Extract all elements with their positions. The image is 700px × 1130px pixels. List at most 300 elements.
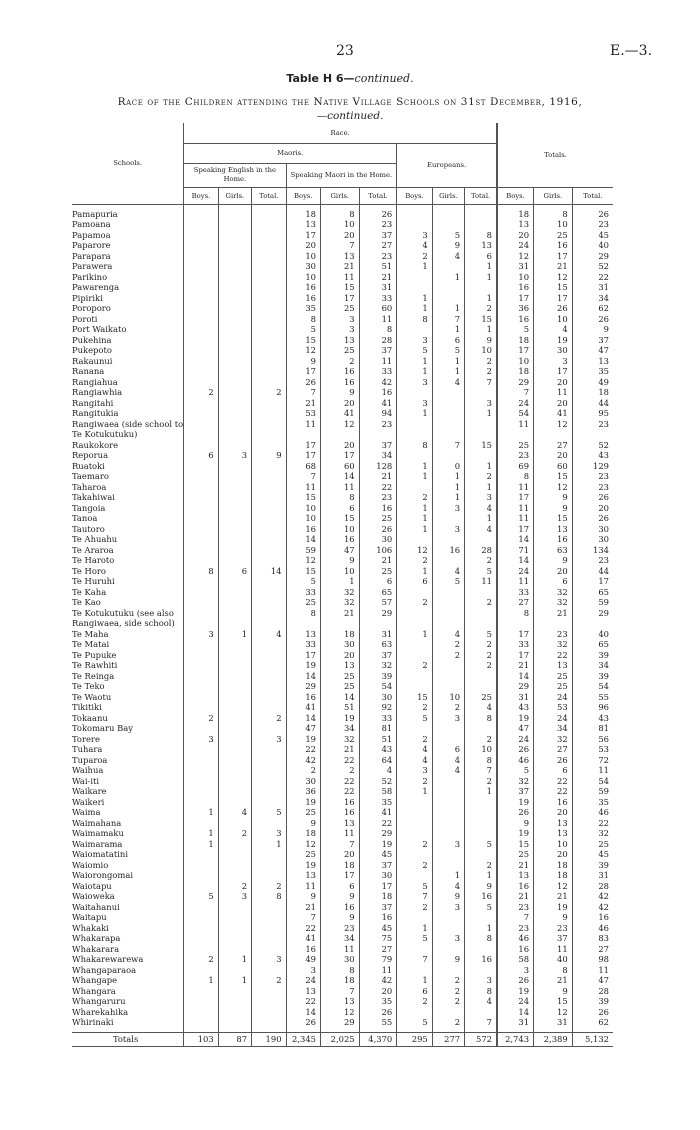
speaking-english-header: Speaking English in the Home. bbox=[184, 163, 286, 187]
count-cell: 23 bbox=[497, 923, 534, 934]
count-cell: 3 bbox=[321, 314, 360, 325]
count-cell: 21 bbox=[321, 744, 360, 755]
count-cell: 21 bbox=[359, 272, 397, 283]
count-cell bbox=[432, 450, 464, 461]
count-cell bbox=[432, 923, 464, 934]
count-cell: 52 bbox=[572, 261, 613, 272]
count-cell: 20 bbox=[572, 503, 613, 514]
school-name: Whakarara bbox=[72, 943, 120, 954]
count-cell: 41 bbox=[286, 933, 320, 944]
total-header: Total. bbox=[572, 187, 613, 204]
count-cell: 24 bbox=[497, 240, 534, 251]
count-cell: 54 bbox=[359, 681, 397, 692]
school-name: Taemaro bbox=[72, 471, 109, 481]
count-cell bbox=[397, 639, 433, 650]
count-cell: 6 bbox=[432, 744, 464, 755]
count-cell bbox=[465, 849, 497, 860]
count-cell: 6 bbox=[534, 576, 573, 587]
school-name: Pipiriki bbox=[72, 292, 103, 303]
count-cell: 63 bbox=[359, 639, 397, 650]
table-row bbox=[72, 471, 613, 482]
count-cell: 5 bbox=[397, 933, 433, 944]
totals-row bbox=[72, 1032, 613, 1046]
table-row bbox=[72, 650, 613, 661]
count-cell bbox=[465, 797, 497, 808]
count-cell: 27 bbox=[359, 240, 397, 251]
count-cell: 23 bbox=[534, 629, 573, 640]
count-cell: 8 bbox=[286, 608, 320, 629]
count-cell: 33 bbox=[359, 713, 397, 724]
count-cell: 3 bbox=[497, 965, 534, 976]
table-row bbox=[72, 744, 613, 755]
count-cell: 3 bbox=[432, 524, 464, 535]
count-cell: 15 bbox=[286, 335, 320, 346]
race-table bbox=[72, 123, 613, 1047]
count-cell: 37 bbox=[359, 345, 397, 356]
count-cell: 9 bbox=[465, 335, 497, 346]
count-cell: 33 bbox=[359, 293, 397, 304]
count-cell: 6 bbox=[465, 251, 497, 262]
count-cell: 7 bbox=[432, 440, 464, 451]
count-cell bbox=[397, 209, 433, 220]
school-name: Wai-iti bbox=[72, 775, 100, 786]
count-cell: 16 bbox=[321, 534, 360, 545]
count-cell: 37 bbox=[497, 786, 534, 797]
count-cell: 9 bbox=[252, 450, 286, 461]
table-row bbox=[72, 902, 613, 913]
school-name: Waikeri bbox=[72, 796, 105, 807]
count-cell bbox=[252, 786, 286, 797]
count-cell bbox=[218, 230, 251, 241]
count-cell: 20 bbox=[534, 849, 573, 860]
count-cell: 1 bbox=[184, 807, 218, 818]
count-cell bbox=[218, 293, 251, 304]
count-cell bbox=[184, 818, 218, 829]
count-cell bbox=[465, 587, 497, 598]
count-cell: 10 bbox=[497, 272, 534, 283]
count-cell: 29 bbox=[497, 681, 534, 692]
count-cell: 9 bbox=[534, 555, 573, 566]
count-cell: 55 bbox=[572, 692, 613, 703]
count-cell: 27 bbox=[534, 744, 573, 755]
count-cell bbox=[432, 293, 464, 304]
count-cell bbox=[432, 681, 464, 692]
count-cell: 1 bbox=[397, 975, 433, 986]
count-cell: 11 bbox=[321, 828, 360, 839]
count-cell bbox=[432, 282, 464, 293]
count-cell: 29 bbox=[359, 608, 397, 629]
page-number: 23 bbox=[336, 43, 354, 59]
count-cell: 11 bbox=[359, 314, 397, 325]
count-cell: 43 bbox=[359, 744, 397, 755]
count-cell: 19 bbox=[321, 713, 360, 724]
count-cell bbox=[252, 587, 286, 598]
count-cell: 52 bbox=[359, 776, 397, 787]
count-cell: 13 bbox=[534, 828, 573, 839]
count-cell: 71 bbox=[497, 545, 534, 556]
count-cell: 1 bbox=[432, 272, 464, 283]
school-name: Te Ahuahu bbox=[72, 534, 118, 544]
table-label: Table H 6— bbox=[286, 72, 355, 85]
count-cell: 4 bbox=[432, 251, 464, 262]
count-cell: 7 bbox=[321, 986, 360, 997]
count-cell bbox=[218, 660, 251, 671]
count-cell: 1 bbox=[397, 923, 433, 934]
count-cell: 30 bbox=[321, 639, 360, 650]
table-row bbox=[72, 251, 613, 262]
school-name: Te Waotu bbox=[72, 691, 112, 702]
count-cell: 6 bbox=[321, 503, 360, 514]
total-cell: 572 bbox=[465, 1032, 497, 1046]
table-row bbox=[72, 975, 613, 986]
school-name: Waihua bbox=[72, 765, 104, 775]
count-cell bbox=[465, 608, 497, 629]
count-cell: 27 bbox=[359, 944, 397, 955]
count-cell: 9 bbox=[534, 912, 573, 923]
count-cell: 9 bbox=[465, 881, 497, 892]
count-cell: 5 bbox=[286, 576, 320, 587]
count-cell: 14 bbox=[497, 1007, 534, 1018]
count-cell: 10 bbox=[286, 251, 320, 262]
school-name: Te Horo bbox=[72, 565, 106, 576]
count-cell bbox=[184, 366, 218, 377]
count-cell: 3 bbox=[432, 933, 464, 944]
count-cell: 25 bbox=[321, 303, 360, 314]
count-cell bbox=[432, 555, 464, 566]
count-cell: 8 bbox=[465, 713, 497, 724]
count-cell bbox=[218, 272, 251, 283]
count-cell: 2 bbox=[252, 713, 286, 724]
table-row bbox=[72, 440, 613, 451]
count-cell bbox=[252, 240, 286, 251]
girls-header: Girls. bbox=[534, 187, 573, 204]
count-cell: 15 bbox=[286, 492, 320, 503]
count-cell: 52 bbox=[572, 440, 613, 451]
count-cell: 30 bbox=[321, 954, 360, 965]
count-cell bbox=[218, 797, 251, 808]
count-cell: 13 bbox=[286, 870, 320, 881]
count-cell: 1 bbox=[397, 471, 433, 482]
school-name: Te Matai bbox=[72, 639, 110, 649]
count-cell: 21 bbox=[534, 891, 573, 902]
count-cell: 62 bbox=[572, 1017, 613, 1028]
count-cell bbox=[184, 765, 218, 776]
count-cell: 9 bbox=[432, 891, 464, 902]
count-cell: 1 bbox=[397, 261, 433, 272]
table-row bbox=[72, 786, 613, 797]
count-cell bbox=[218, 587, 251, 598]
school-name: Te Teko bbox=[72, 681, 105, 691]
count-cell: 1 bbox=[218, 629, 251, 640]
school-name: Tokaanu bbox=[72, 712, 108, 723]
count-cell bbox=[252, 870, 286, 881]
count-cell: 19 bbox=[286, 660, 320, 671]
count-cell: 14 bbox=[497, 671, 534, 682]
count-cell bbox=[397, 387, 433, 398]
count-cell: 16 bbox=[359, 387, 397, 398]
count-cell bbox=[184, 282, 218, 293]
count-cell: 12 bbox=[534, 1007, 573, 1018]
count-cell bbox=[432, 608, 464, 629]
count-cell: 11 bbox=[497, 482, 534, 493]
count-cell bbox=[218, 440, 251, 451]
count-cell bbox=[252, 576, 286, 587]
count-cell: 4 bbox=[432, 566, 464, 577]
count-cell bbox=[432, 398, 464, 409]
count-cell: 11 bbox=[359, 965, 397, 976]
count-cell: 58 bbox=[497, 954, 534, 965]
schools-header: Schools. bbox=[72, 123, 184, 204]
count-cell: 2 bbox=[432, 650, 464, 661]
count-cell: 4 bbox=[432, 755, 464, 766]
table-row bbox=[72, 671, 613, 682]
count-cell bbox=[218, 534, 251, 545]
school-name: Rangiahua bbox=[72, 376, 118, 387]
table-row bbox=[72, 797, 613, 808]
count-cell bbox=[184, 251, 218, 262]
school-name: Ruatoki bbox=[72, 460, 105, 471]
count-cell: 20 bbox=[534, 377, 573, 388]
count-cell: 3 bbox=[397, 377, 433, 388]
count-cell: 11 bbox=[321, 944, 360, 955]
count-cell: 39 bbox=[572, 650, 613, 661]
count-cell: 22 bbox=[286, 996, 320, 1007]
count-cell: 26 bbox=[286, 1017, 320, 1028]
table-row bbox=[72, 734, 613, 745]
count-cell: 5 bbox=[497, 765, 534, 776]
count-cell: 1 bbox=[465, 261, 497, 272]
count-cell: 6 bbox=[397, 576, 433, 587]
school-name: Parawera bbox=[72, 261, 113, 271]
count-cell: 19 bbox=[286, 797, 320, 808]
count-cell: 13 bbox=[465, 240, 497, 251]
count-cell: 2 bbox=[397, 555, 433, 566]
count-cell bbox=[218, 912, 251, 923]
count-cell: 26 bbox=[572, 314, 613, 325]
count-cell: 5 bbox=[432, 345, 464, 356]
count-cell: 26 bbox=[572, 513, 613, 524]
count-cell: 18 bbox=[286, 209, 320, 220]
count-cell: 59 bbox=[286, 545, 320, 556]
count-cell: 3 bbox=[432, 902, 464, 913]
count-cell: 3 bbox=[397, 398, 433, 409]
count-cell: 5 bbox=[184, 891, 218, 902]
count-cell: 9 bbox=[321, 891, 360, 902]
count-cell: 8 bbox=[534, 209, 573, 220]
count-cell: 17 bbox=[497, 345, 534, 356]
count-cell bbox=[184, 471, 218, 482]
count-cell: 25 bbox=[359, 566, 397, 577]
count-cell: 10 bbox=[534, 839, 573, 850]
count-cell: 31 bbox=[534, 1017, 573, 1028]
count-cell: 7 bbox=[465, 377, 497, 388]
count-cell bbox=[252, 849, 286, 860]
count-cell bbox=[218, 513, 251, 524]
count-cell: 9 bbox=[534, 986, 573, 997]
count-cell bbox=[218, 713, 251, 724]
count-cell: 72 bbox=[572, 755, 613, 766]
count-cell: 33 bbox=[359, 366, 397, 377]
count-cell: 11 bbox=[534, 944, 573, 955]
count-cell: 19 bbox=[497, 797, 534, 808]
school-name: Waioweka bbox=[72, 891, 115, 901]
count-cell: 1 bbox=[397, 629, 433, 640]
count-cell: 2 bbox=[397, 492, 433, 503]
count-cell: 7 bbox=[397, 891, 433, 902]
count-cell: 21 bbox=[497, 860, 534, 871]
count-cell: 17 bbox=[497, 492, 534, 503]
count-cell: 68 bbox=[286, 461, 320, 472]
count-cell: 46 bbox=[497, 933, 534, 944]
count-cell: 94 bbox=[359, 408, 397, 419]
table-row bbox=[72, 314, 613, 325]
count-cell: 60 bbox=[321, 461, 360, 472]
count-cell: 21 bbox=[359, 555, 397, 566]
count-cell: 11 bbox=[497, 576, 534, 587]
count-cell bbox=[465, 807, 497, 818]
count-cell bbox=[184, 209, 218, 220]
count-cell: 1 bbox=[397, 303, 433, 314]
count-cell: 32 bbox=[321, 587, 360, 598]
count-cell: 9 bbox=[286, 356, 320, 367]
count-cell: 30 bbox=[572, 524, 613, 535]
count-cell: 8 bbox=[286, 314, 320, 325]
count-cell: 16 bbox=[359, 912, 397, 923]
count-cell: 2 bbox=[397, 776, 433, 787]
count-cell: 1 bbox=[465, 923, 497, 934]
count-cell: 8 bbox=[359, 324, 397, 335]
count-cell: 13 bbox=[321, 818, 360, 829]
count-cell bbox=[184, 755, 218, 766]
count-cell: 19 bbox=[286, 860, 320, 871]
count-cell bbox=[218, 902, 251, 913]
count-cell: 10 bbox=[465, 744, 497, 755]
count-cell bbox=[465, 534, 497, 545]
count-cell bbox=[252, 650, 286, 661]
count-cell: 9 bbox=[572, 324, 613, 335]
total-header: Total. bbox=[465, 187, 497, 204]
count-cell: 21 bbox=[321, 261, 360, 272]
count-cell: 37 bbox=[359, 230, 397, 241]
count-cell: 21 bbox=[321, 608, 360, 629]
count-cell: 14 bbox=[252, 566, 286, 577]
count-cell: 59 bbox=[572, 597, 613, 608]
count-cell: 53 bbox=[534, 702, 573, 713]
count-cell: 11 bbox=[572, 965, 613, 976]
count-cell bbox=[218, 860, 251, 871]
count-cell: 17 bbox=[359, 881, 397, 892]
table-row bbox=[72, 492, 613, 503]
count-cell bbox=[218, 723, 251, 734]
count-cell: 2 bbox=[397, 902, 433, 913]
count-cell: 13 bbox=[572, 356, 613, 367]
count-cell: 26 bbox=[497, 744, 534, 755]
count-cell: 32 bbox=[534, 587, 573, 598]
count-cell: 20 bbox=[534, 566, 573, 577]
count-cell: 32 bbox=[534, 597, 573, 608]
count-cell: 51 bbox=[321, 702, 360, 713]
table-row bbox=[72, 944, 613, 955]
count-cell: 3 bbox=[534, 356, 573, 367]
count-cell: 16 bbox=[286, 692, 320, 703]
count-cell: 8 bbox=[397, 440, 433, 451]
count-cell: 60 bbox=[359, 303, 397, 314]
count-cell: 14 bbox=[286, 534, 320, 545]
school-name: Takahiwai bbox=[72, 492, 115, 502]
count-cell bbox=[432, 965, 464, 976]
count-cell bbox=[184, 555, 218, 566]
count-cell: 58 bbox=[359, 786, 397, 797]
count-cell: 30 bbox=[572, 534, 613, 545]
count-cell bbox=[184, 944, 218, 955]
count-cell bbox=[184, 786, 218, 797]
count-cell: 129 bbox=[572, 461, 613, 472]
table-row bbox=[72, 293, 613, 304]
count-cell: 21 bbox=[497, 891, 534, 902]
count-cell bbox=[218, 261, 251, 272]
count-cell: 16 bbox=[497, 944, 534, 955]
table-row bbox=[72, 240, 613, 251]
count-cell: 81 bbox=[572, 723, 613, 734]
count-cell: 24 bbox=[286, 975, 320, 986]
count-cell bbox=[184, 797, 218, 808]
count-cell: 2 bbox=[432, 986, 464, 997]
count-cell bbox=[397, 828, 433, 839]
count-cell: 7 bbox=[465, 1017, 497, 1028]
count-cell bbox=[218, 366, 251, 377]
count-cell: 1 bbox=[465, 408, 497, 419]
school-name: Papamoa bbox=[72, 229, 111, 240]
count-cell: 17 bbox=[572, 576, 613, 587]
count-cell: 35 bbox=[359, 996, 397, 1007]
count-cell: 30 bbox=[534, 345, 573, 356]
count-cell bbox=[184, 534, 218, 545]
count-cell: 14 bbox=[286, 671, 320, 682]
count-cell: 1 bbox=[218, 975, 251, 986]
count-cell: 22 bbox=[321, 786, 360, 797]
count-cell: 37 bbox=[359, 902, 397, 913]
count-cell: 46 bbox=[572, 807, 613, 818]
count-cell: 16 bbox=[534, 797, 573, 808]
count-cell bbox=[218, 555, 251, 566]
count-cell bbox=[184, 524, 218, 535]
count-cell: 8 bbox=[465, 230, 497, 241]
count-cell: 64 bbox=[359, 755, 397, 766]
count-cell: 19 bbox=[534, 335, 573, 346]
school-name: Whangape bbox=[72, 975, 118, 985]
count-cell: 19 bbox=[497, 828, 534, 839]
count-cell: 62 bbox=[572, 303, 613, 314]
count-cell bbox=[184, 314, 218, 325]
count-cell: 17 bbox=[286, 650, 320, 661]
count-cell: 3 bbox=[321, 324, 360, 335]
count-cell: 37 bbox=[359, 860, 397, 871]
count-cell: 1 bbox=[397, 408, 433, 419]
count-cell bbox=[252, 440, 286, 451]
count-cell: 32 bbox=[534, 734, 573, 745]
boys-header: Boys. bbox=[184, 187, 218, 204]
count-cell: 2 bbox=[465, 860, 497, 871]
count-cell: 2 bbox=[432, 702, 464, 713]
count-cell: 4 bbox=[218, 807, 251, 818]
count-cell: 12 bbox=[286, 839, 320, 850]
count-cell bbox=[397, 419, 433, 440]
table-row bbox=[72, 209, 613, 220]
count-cell: 81 bbox=[359, 723, 397, 734]
count-cell bbox=[218, 786, 251, 797]
count-cell bbox=[218, 965, 251, 976]
count-cell: 1 bbox=[465, 272, 497, 283]
